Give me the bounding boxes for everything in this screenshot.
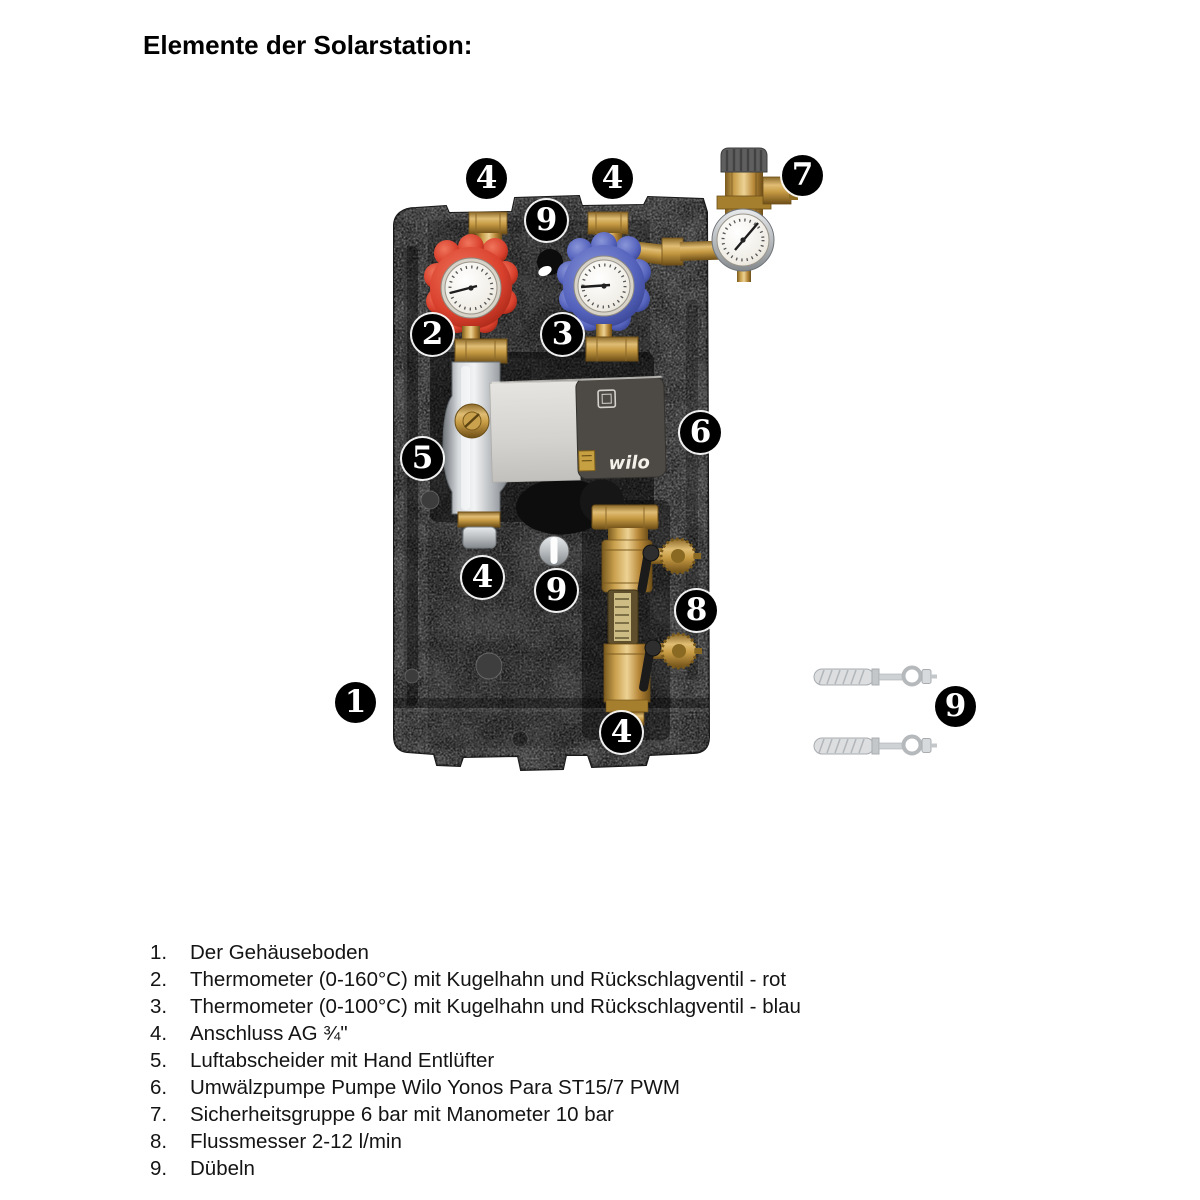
callout-safety-group: 7 (782, 155, 823, 196)
legend-item-8 (150, 1128, 801, 1155)
legend-item-text: Anschluss AG ¾" (190, 1022, 348, 1045)
legend-item-text: Thermometer (0-100°C) mit Kugelhahn und Rückschlagventil - blau (190, 995, 801, 1018)
foam-bump (421, 491, 439, 509)
hot-union-nut (455, 339, 507, 363)
page-title: Elemente der Solarstation: (143, 30, 473, 60)
legend-item-number: 1. (150, 941, 168, 964)
foam-bump (405, 669, 419, 683)
screw-head (922, 739, 931, 753)
mounting-screw-mid (539, 536, 569, 566)
legend-item-number: 5. (150, 1049, 168, 1072)
legend-item-number: 3. (150, 995, 168, 1018)
dowel (814, 668, 937, 686)
callout-dowel-hole-mid: 9 (536, 570, 577, 611)
legend-item-number: 9. (150, 1157, 168, 1180)
legend-item-7 (150, 1101, 801, 1128)
dowel (814, 737, 937, 755)
legend-item-text: Flussmesser 2-12 l/min (190, 1130, 402, 1153)
legend-item-number: 2. (150, 968, 168, 991)
legend (150, 939, 801, 1182)
legend-item-text: Sicherheitsgruppe 6 bar mit Manometer 10 bar (190, 1103, 614, 1126)
screw-eyelet (904, 668, 921, 685)
hot-outlet-nut (458, 512, 500, 527)
legend-item-4 (150, 1020, 801, 1047)
pump-logo: wilo (608, 452, 651, 475)
foam-bump (512, 731, 528, 747)
callout-connection-bottom: 4 (601, 712, 642, 753)
legend-item-3 (150, 993, 801, 1020)
legend-item-text: Der Gehäuseboden (190, 941, 369, 964)
screw-eyelet (904, 737, 921, 754)
hot-neck (462, 326, 480, 340)
callout-connection-top-right: 4 (592, 158, 633, 199)
legend-item-number: 6. (150, 1076, 168, 1099)
callout-thermometer-blue: 3 (542, 314, 583, 355)
hot-outlet-tip (463, 527, 496, 548)
sight-glass (608, 590, 638, 644)
legend-item-number: 4. (150, 1022, 168, 1045)
flowmeter-top-nut (592, 505, 658, 529)
legend-item-text: Umwälzpumpe Pumpe Wilo Yonos Para ST15/7 PWM (190, 1076, 680, 1099)
callout-dowels: 9 (935, 686, 976, 727)
legend-item-text: Thermometer (0-160°C) mit Kugelhahn und Rückschlagventil - rot (190, 968, 787, 991)
callout-air-separator: 5 (402, 438, 443, 479)
legend-item-number: 7. (150, 1103, 168, 1126)
callout-connection-top-left: 4 (466, 158, 507, 199)
callout-flow-meter: 8 (676, 590, 717, 631)
legend-item-2 (150, 966, 801, 993)
manometer (712, 209, 774, 271)
legend-item-1 (150, 939, 801, 966)
cold-union-nut (586, 337, 638, 361)
callout-housing: 1 (335, 682, 376, 723)
callout-connection-mid-left: 4 (462, 557, 503, 598)
legend-item-6 (150, 1074, 801, 1101)
screw-head (922, 670, 931, 684)
dowel-set (814, 668, 937, 755)
foam-bump (476, 653, 502, 679)
legend-item-text: Dübeln (190, 1157, 255, 1180)
callout-pump: 6 (680, 412, 721, 453)
legend-item-number: 8. (150, 1130, 168, 1153)
callout-dowel-hole-top: 9 (526, 200, 567, 241)
legend-item-5 (150, 1047, 801, 1074)
legend-item-text: Luftabscheider mit Hand Entlüfter (190, 1049, 495, 1072)
callout-thermometer-red: 2 (412, 314, 453, 355)
legend-item-9 (150, 1155, 801, 1182)
